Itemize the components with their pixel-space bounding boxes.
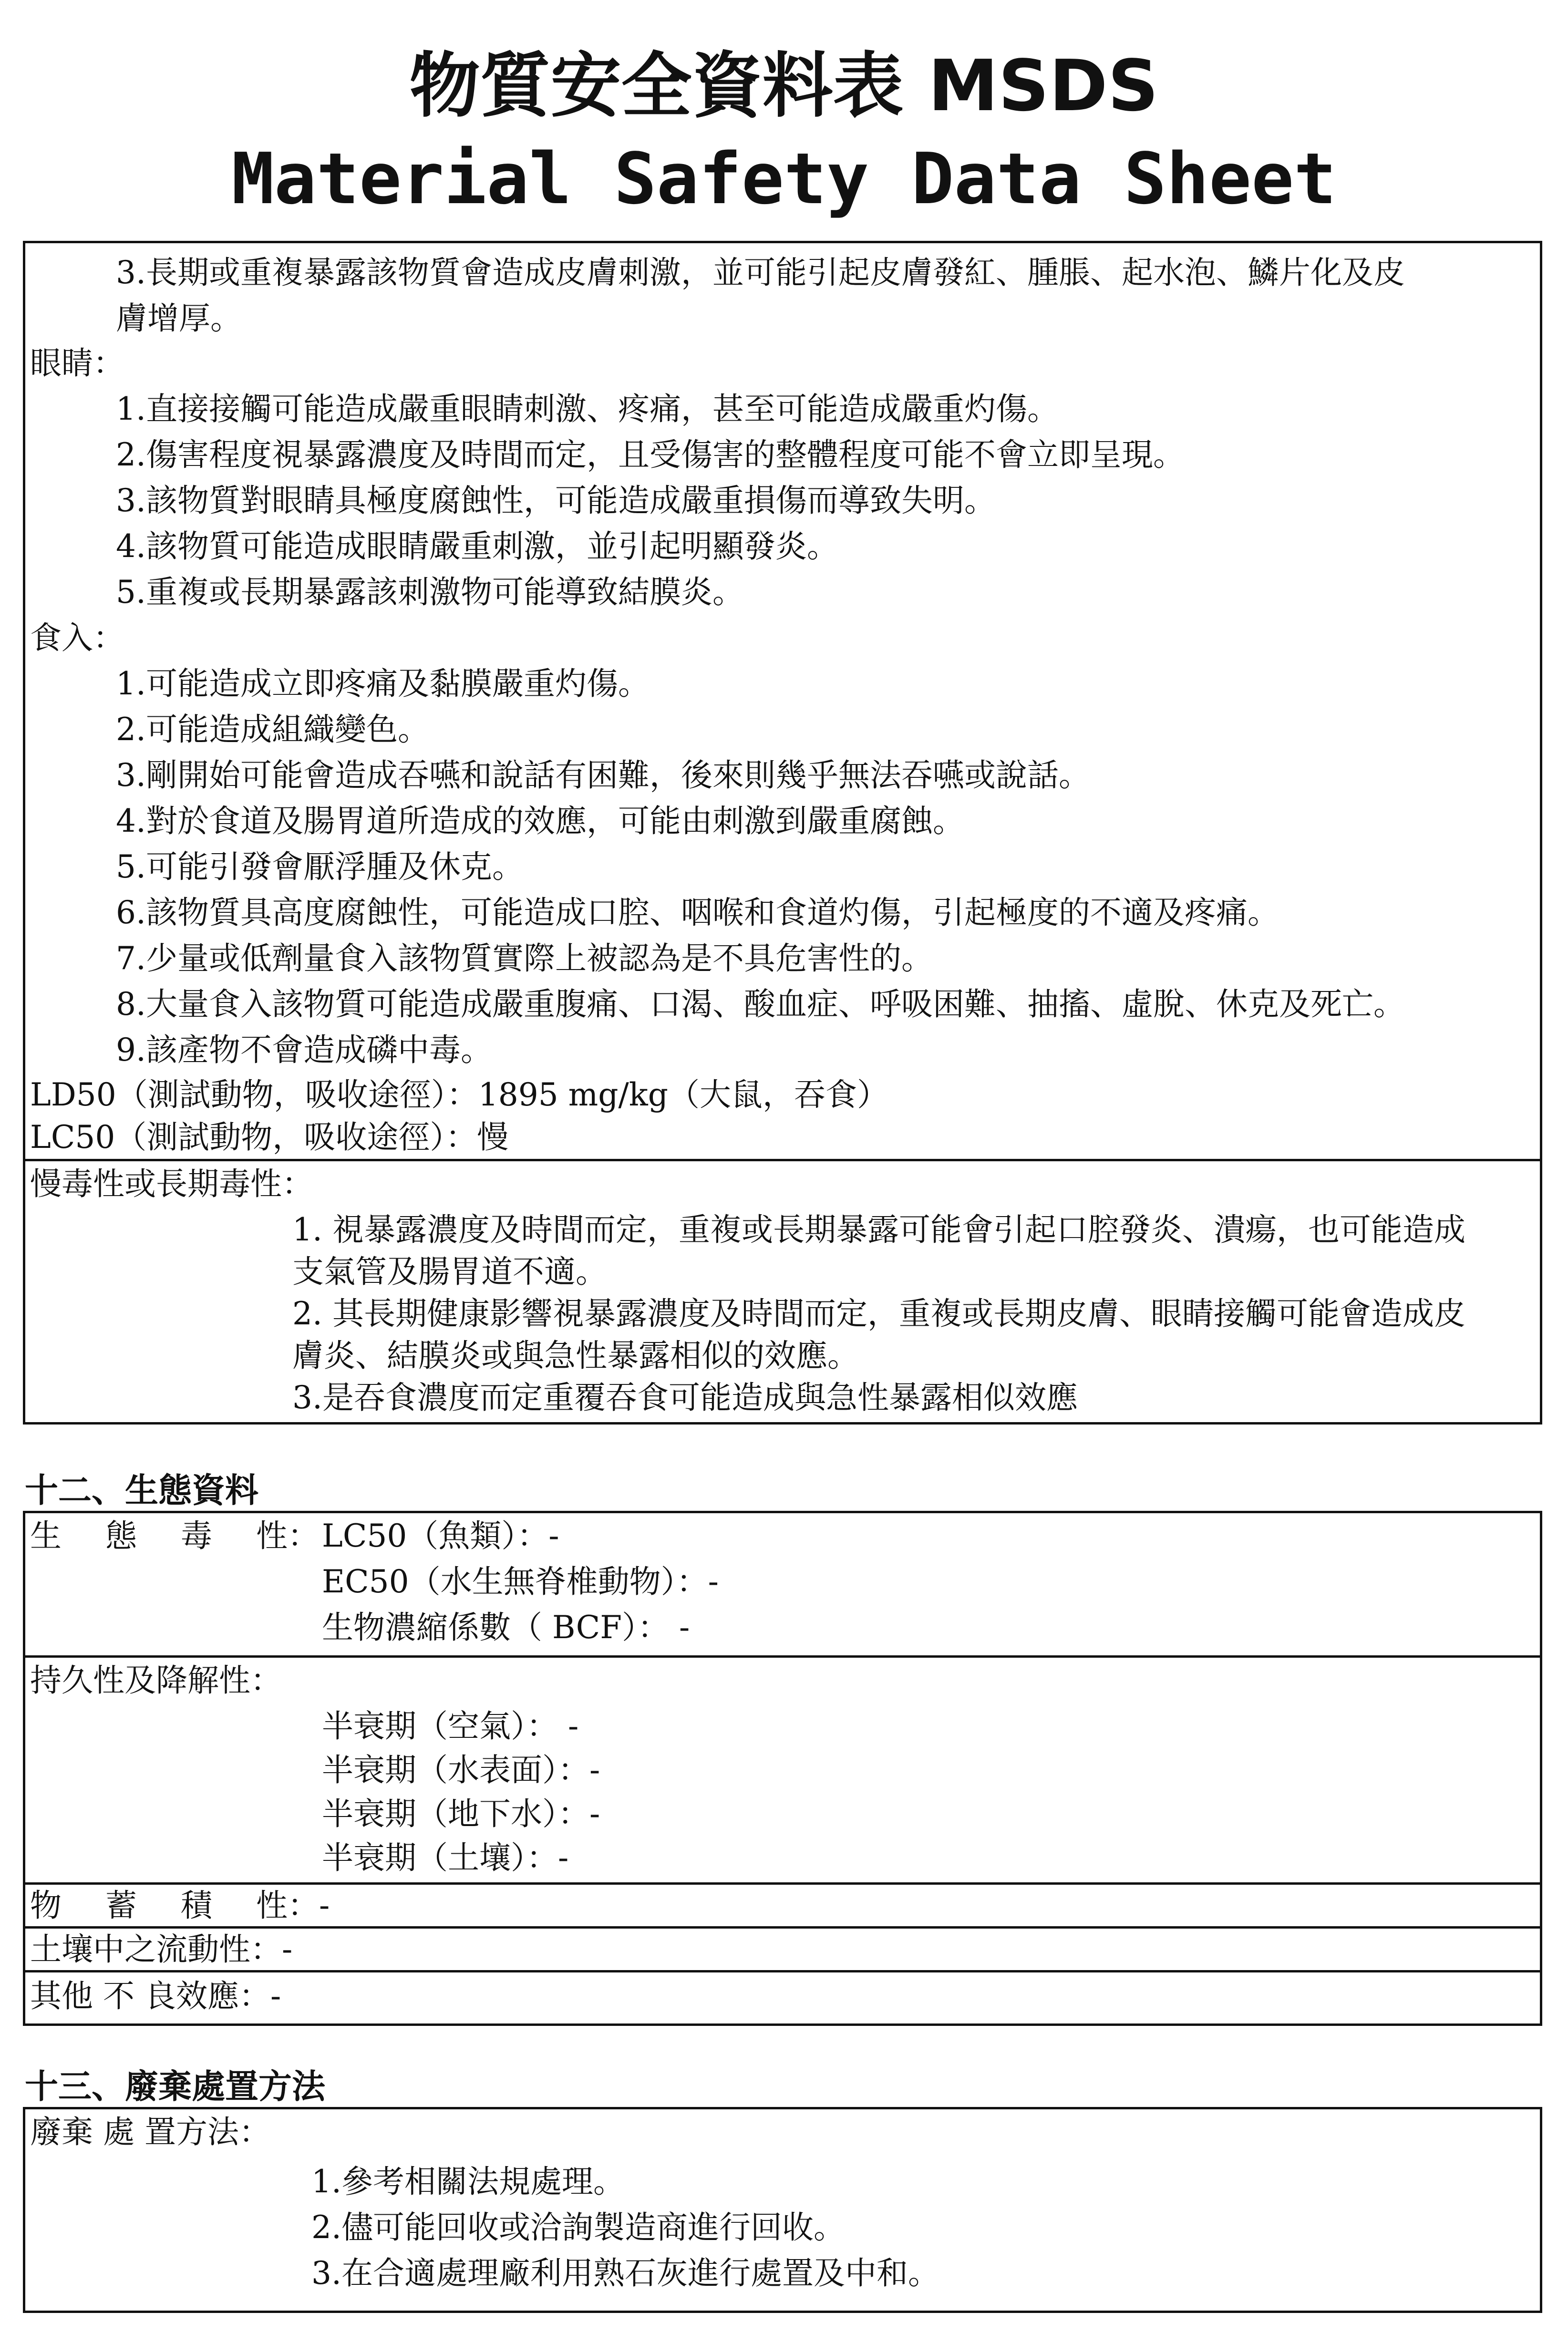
other-effects-row [25,1970,1540,2023]
ecotoxicity-item: EC50（水生無脊椎動物）：- [322,1563,719,1600]
section-12-heading: 十二、生態資料 [25,1471,258,1510]
ecology-box [23,1511,1542,2026]
ecotoxicity-item: 生物濃縮係數（ BCF）： - [322,1609,690,1646]
ingestion-item: 6.該物質具高度腐蝕性，可能造成口腔、咽喉和食道灼傷，引起極度的不適及疼痛。 [116,894,1279,931]
chronic-item: 支氣管及腸胃道不適。 [292,1253,607,1290]
half-life-item: 半衰期（地下水）：- [322,1796,600,1832]
bioaccumulation-value: ：- [288,1887,330,1924]
disposal-box [23,2107,1542,2313]
chronic-label: 慢毒性或長期毒性： [30,1166,313,1202]
title-english: Material Safety Data Sheet [231,138,1337,220]
eye-item: 4.該物質可能造成眼睛嚴重刺激，並引起明顯發炎。 [116,528,838,565]
bioaccumulation-label-text: 物蓄積性 [30,1887,288,1924]
ingestion-item: 1.可能造成立即疼痛及黏膜嚴重灼傷。 [116,665,650,702]
lc50-line: LC50（測試動物，吸收途徑）：慢 [30,1119,509,1156]
chronic-item: 1. 視暴露濃度及時間而定，重複或長期暴露可能會引起口腔發炎、潰瘍，也可能造成 [292,1211,1465,1248]
skin-line: 3.長期或重複暴露該物質會造成皮膚刺激，並可能引起皮膚發紅、腫脹、起水泡、鱗片化及皮 [116,254,1405,291]
title-chinese: 物質安全資料表 MSDS [409,45,1159,127]
half-life-item: 半衰期（土壤）：- [322,1839,569,1876]
ecotoxicity-row [25,1513,1540,1655]
ingestion-label: 食入： [30,619,124,656]
mobility-line: 土壤中之流動性：- [30,1931,293,1968]
bioaccumulation-label [30,1883,330,1929]
half-life-item: 半衰期（水表面）：- [322,1752,600,1788]
persistence-label: 持久性及降解性： [30,1662,282,1699]
ecotoxicity-colon: ： [288,1517,319,1554]
half-life-item: 半衰期（空氣）： - [322,1708,579,1745]
ingestion-item: 4.對於食道及腸胃道所造成的效應，可能由刺激到嚴重腐蝕。 [116,803,964,839]
other-effects-line: 其他 不 良效應：- [30,1978,281,2014]
ingestion-item: 2.可能造成組織變色。 [116,711,429,748]
health-hazard-box [23,241,1542,1425]
disposal-item: 2.儘可能回收或洽詢製造商進行回收。 [311,2209,845,2246]
disposal-row [25,2109,1540,2311]
mobility-row [25,1926,1540,1970]
disposal-label: 廢棄 處 置方法： [30,2114,270,2150]
eye-item: 3.該物質對眼睛具極度腐蝕性，可能造成嚴重損傷而導致失明。 [116,482,996,519]
persistence-row [25,1655,1540,1882]
chronic-toxicity-row [25,1159,1540,1422]
ld50-line: LD50（測試動物，吸收途徑）：1895 mg/kg（大鼠，吞食） [30,1076,888,1113]
ingestion-item: 8.大量食入該物質可能造成嚴重腹痛、口渴、酸血症、呼吸困難、抽搐、虛脫、休克及死亡。 [116,986,1405,1022]
ingestion-item: 9.該產物不會造成磷中毒。 [116,1032,492,1068]
eye-item: 1.直接接觸可能造成嚴重眼睛刺激、疼痛，甚至可能造成嚴重灼傷。 [116,391,1059,427]
disposal-item: 3.在合適處理廠利用熟石灰進行處置及中和。 [311,2255,939,2292]
ingestion-item: 7.少量或低劑量食入該物質實際上被認為是不具危害性的。 [116,940,933,977]
acute-effects-row [25,243,1540,1159]
ecotoxicity-label-text: 生態毒性 [30,1517,288,1554]
ecotoxicity-label [30,1513,319,1559]
ingestion-item: 3.剛開始可能會造成吞嚥和說話有困難，後來則幾乎無法吞嚥或說話。 [116,757,1090,794]
chronic-item: 2. 其長期健康影響視暴露濃度及時間而定，重複或長期皮膚、眼睛接觸可能會造成皮 [292,1295,1465,1332]
ecotoxicity-item: LC50（魚類）：- [322,1517,559,1554]
eye-item: 2.傷害程度視暴露濃度及時間而定，且受傷害的整體程度可能不會立即呈現。 [116,436,1185,473]
skin-line: 膚增厚。 [116,300,242,337]
eye-label: 眼睛： [30,345,124,382]
bioaccumulation-row [25,1882,1540,1926]
section-13-heading: 十三、廢棄處置方法 [25,2067,325,2106]
document-title [0,43,1568,224]
chronic-item: 膚炎、結膜炎或與急性暴露相似的效應。 [292,1337,859,1374]
eye-item: 5.重複或長期暴露該刺激物可能導致結膜炎。 [116,574,744,610]
disposal-item: 1.參考相關法規處理。 [311,2163,625,2200]
ingestion-item: 5.可能引發會厭浮腫及休克。 [116,848,524,885]
chronic-item: 3.是吞食濃度而定重覆吞食可能造成與急性暴露相似效應 [292,1379,1078,1416]
